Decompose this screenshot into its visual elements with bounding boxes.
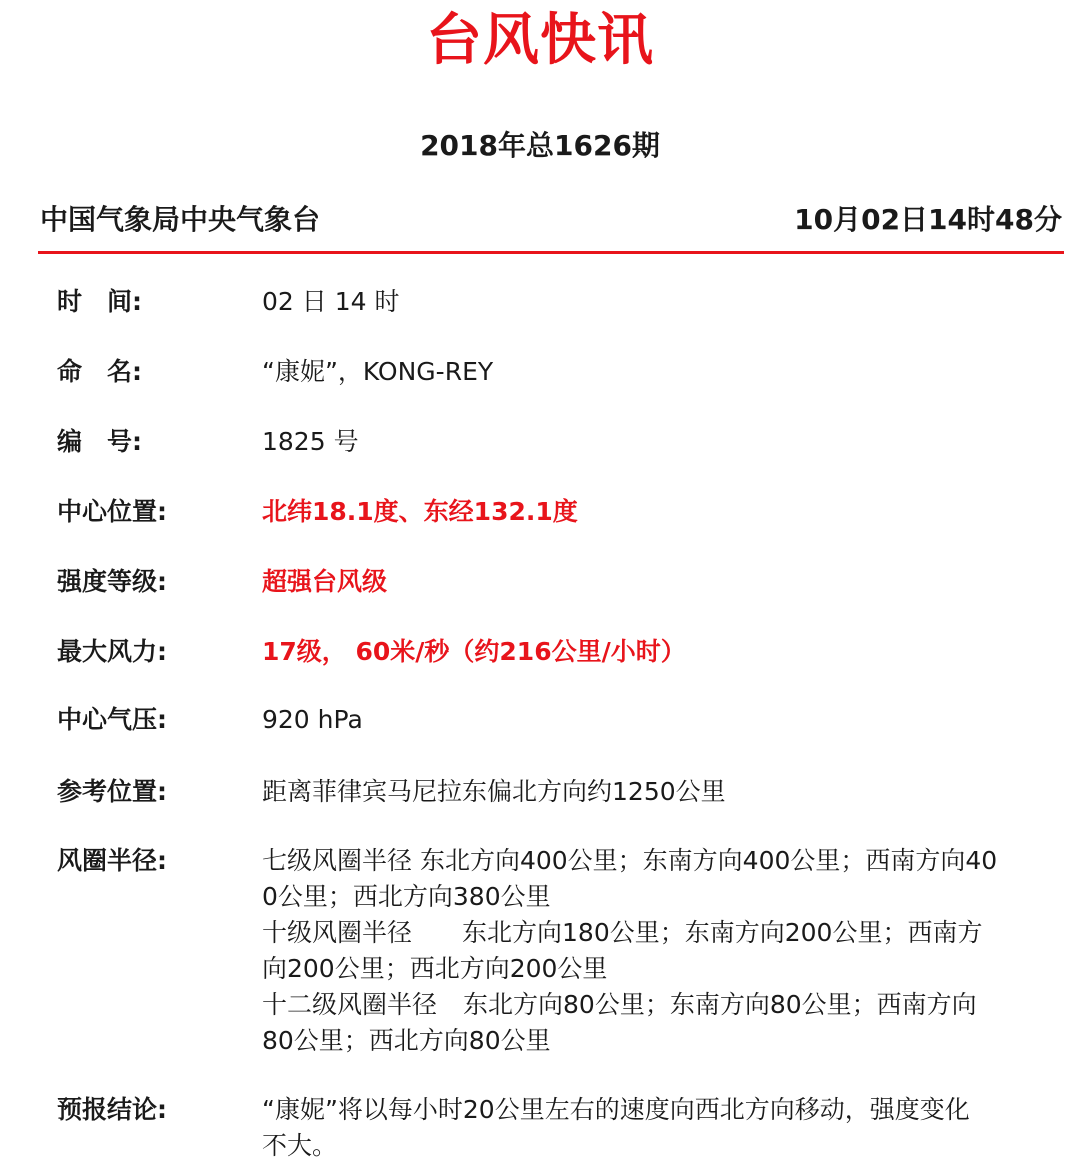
field-value-name: “康妮”，KONG-REY bbox=[262, 357, 494, 386]
forecast-line: “康妮”将以每小时20公里左右的速度向西北方向移动，强度变化 bbox=[262, 1095, 970, 1124]
field-value-time: 02 日 14 时 bbox=[262, 287, 400, 316]
wind-radius-line bbox=[262, 915, 1052, 951]
field-value-wind-radius bbox=[262, 843, 1052, 1059]
field-label-reference: 参考位置: bbox=[57, 777, 167, 806]
field-label-name: 命 名: bbox=[57, 357, 142, 386]
field-value-forecast bbox=[262, 1092, 1052, 1164]
header-divider bbox=[38, 251, 1064, 254]
wind-radius-category: 十二级风圈半径 bbox=[262, 990, 438, 1019]
field-label-forecast: 预报结论: bbox=[57, 1095, 167, 1124]
field-value-center: 北纬18.1度、东经132.1度 bbox=[262, 497, 578, 526]
wind-radius-line bbox=[262, 987, 1052, 1023]
wind-radius-detail: 东北方向180公里；东南方向200公里；西南方 bbox=[462, 918, 983, 947]
field-label-number: 编 号: bbox=[57, 427, 142, 456]
wind-radius-line: 80公里；西北方向80公里 bbox=[262, 1026, 551, 1055]
field-label-intensity: 强度等级: bbox=[57, 567, 167, 596]
field-label-max-wind: 最大风力: bbox=[57, 637, 167, 666]
issuing-agency: 中国气象局中央气象台 bbox=[40, 203, 321, 236]
wind-radius-line: 0公里；西北方向380公里 bbox=[262, 882, 551, 911]
field-value-number: 1825 号 bbox=[262, 427, 359, 456]
field-label-pressure: 中心气压: bbox=[57, 705, 167, 734]
field-label-center: 中心位置: bbox=[57, 497, 167, 526]
field-value-pressure: 920 hPa bbox=[262, 705, 363, 734]
field-value-reference: 距离菲律宾马尼拉东偏北方向约1250公里 bbox=[262, 777, 726, 806]
field-label-wind-radius: 风圈半径: bbox=[57, 846, 167, 875]
bulletin-title: 台风快讯 bbox=[426, 8, 654, 73]
field-value-max-wind: 17级， 60米/秒（约216公里/小时） bbox=[262, 637, 686, 666]
field-value-intensity: 超强台风级 bbox=[262, 567, 388, 596]
issue-number: 2018年总1626期 bbox=[420, 129, 660, 162]
forecast-line: 不大。 bbox=[262, 1131, 338, 1160]
wind-radius-detail: 东北方向80公里；东南方向80公里；西南方向 bbox=[463, 990, 977, 1019]
wind-radius-category: 十级风圈半径 bbox=[262, 918, 413, 947]
wind-radius-line: 向200公里；西北方向200公里 bbox=[262, 954, 608, 983]
issue-timestamp: 10月02日14时48分 bbox=[794, 203, 1062, 236]
wind-radius-line: 七级风圈半径 东北方向400公里；东南方向400公里；西南方向40 bbox=[262, 846, 998, 875]
field-label-time: 时 间: bbox=[57, 287, 142, 316]
